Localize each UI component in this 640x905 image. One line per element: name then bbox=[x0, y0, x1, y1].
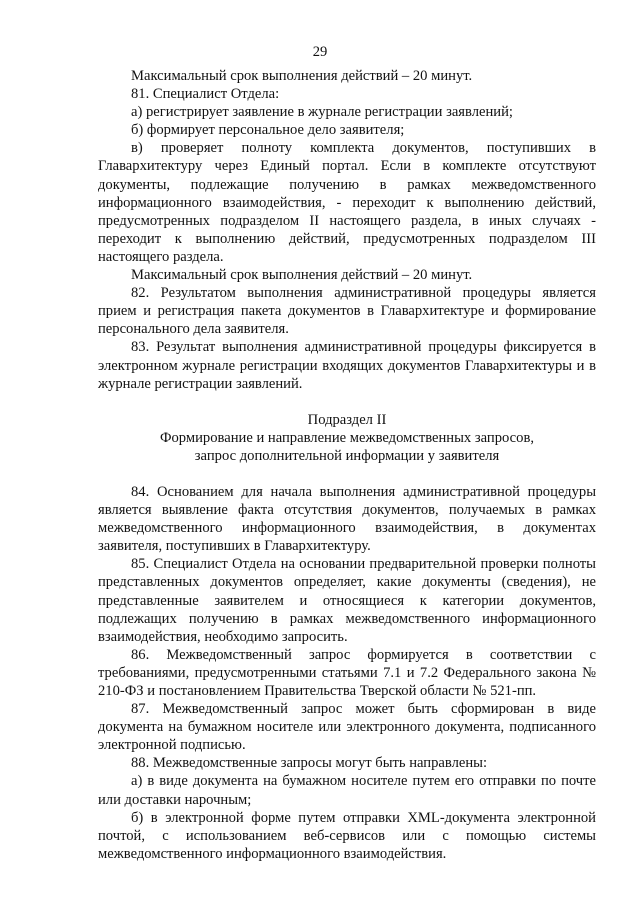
spacer bbox=[98, 393, 596, 411]
subsection-title: Подраздел II bbox=[307, 411, 387, 428]
subsection-heading-line-1: Формирование и направление межведомственных запросов, bbox=[159, 429, 534, 446]
paragraph-max-time-2: Максимальный срок выполнения действий – 20 минут. bbox=[131, 267, 473, 284]
paragraph-81-v: в) проверяет полноту комплекта документов, поступивших в Главархитектуру через Единый портал. Если в комплекте отсутствуют документы, подлежащие получению в рамках межведомственного информационного взаимодействия, - переходит к выполнению действий, предусмотренных подразделом II настоящего раздела, в иных случаях - переходит к выполнению действий, предусмотренных подразделом III настоящего раздела. bbox=[98, 140, 596, 265]
paragraph-82: 82. Результатом выполнения административной процедуры является прием и регистрация пакета документов в Главархитектуре и формирование персонального дела заявителя. bbox=[98, 285, 596, 338]
paragraph-81: 81. Специалист Отдела: bbox=[131, 86, 280, 103]
paragraph-max-time-1: Максимальный срок выполнения действий – 20 минут. bbox=[131, 68, 473, 84]
paragraph-87: 87. Межведомственный запрос может быть сформирован в виде документа на бумажном носителе или электронного документа, подписанного электронной подписью. bbox=[98, 701, 596, 754]
spacer bbox=[98, 465, 596, 483]
paragraph-83: 83. Результат выполнения административной процедуры фиксируется в электронном журнале регистрации входящих документов Главархитектуры и в журнале регистрации заявлений. bbox=[98, 339, 596, 392]
paragraph-84: 84. Основанием для начала выполнения административной процедуры является выявление факта отсутствия документов, получаемых в рамках межведомственного информационного взаимодействия, в документах заявителя, поступивших в Главархитектуру. bbox=[98, 483, 596, 555]
paragraph-88-b: б) в электронной форме путем отправки XML-документа электронной почтой, с использованием веб-сервисов или с помощью системы межведомственного информационного взаимодействия. bbox=[98, 809, 596, 862]
paragraph-86: 86. Межведомственный запрос формируется в соответствии с требованиями, предусмотренными статьями 7.1 и 7.2 Федерального закона № 210-ФЗ и постановлением Правительства Тверской области № 521-пп. bbox=[98, 646, 596, 699]
subsection-heading-line-2: запрос дополнительной информации у заявителя bbox=[194, 447, 500, 464]
page-number: 29 bbox=[312, 44, 328, 60]
paragraph-88: 88. Межведомственные запросы могут быть направлены: bbox=[131, 755, 488, 772]
paragraph-81-b: б) формирует персональное дело заявителя; bbox=[131, 122, 405, 139]
paragraph-88-a: а) в виде документа на бумажном носителе путем его отправки по почте или доставки нарочным; bbox=[98, 773, 596, 808]
paragraph-85: 85. Специалист Отдела на основании предварительной проверки полноты представленных документов определяет, какие документы (сведения), не представленные заявителем и относящиеся к категории документов, подлежащих получению в рамках межведомственного информационного взаимодействия, необходимо запросить. bbox=[98, 556, 596, 645]
paragraph-81-a: а) регистрирует заявление в журнале регистрации заявлений; bbox=[131, 104, 513, 121]
document-body bbox=[98, 67, 596, 863]
